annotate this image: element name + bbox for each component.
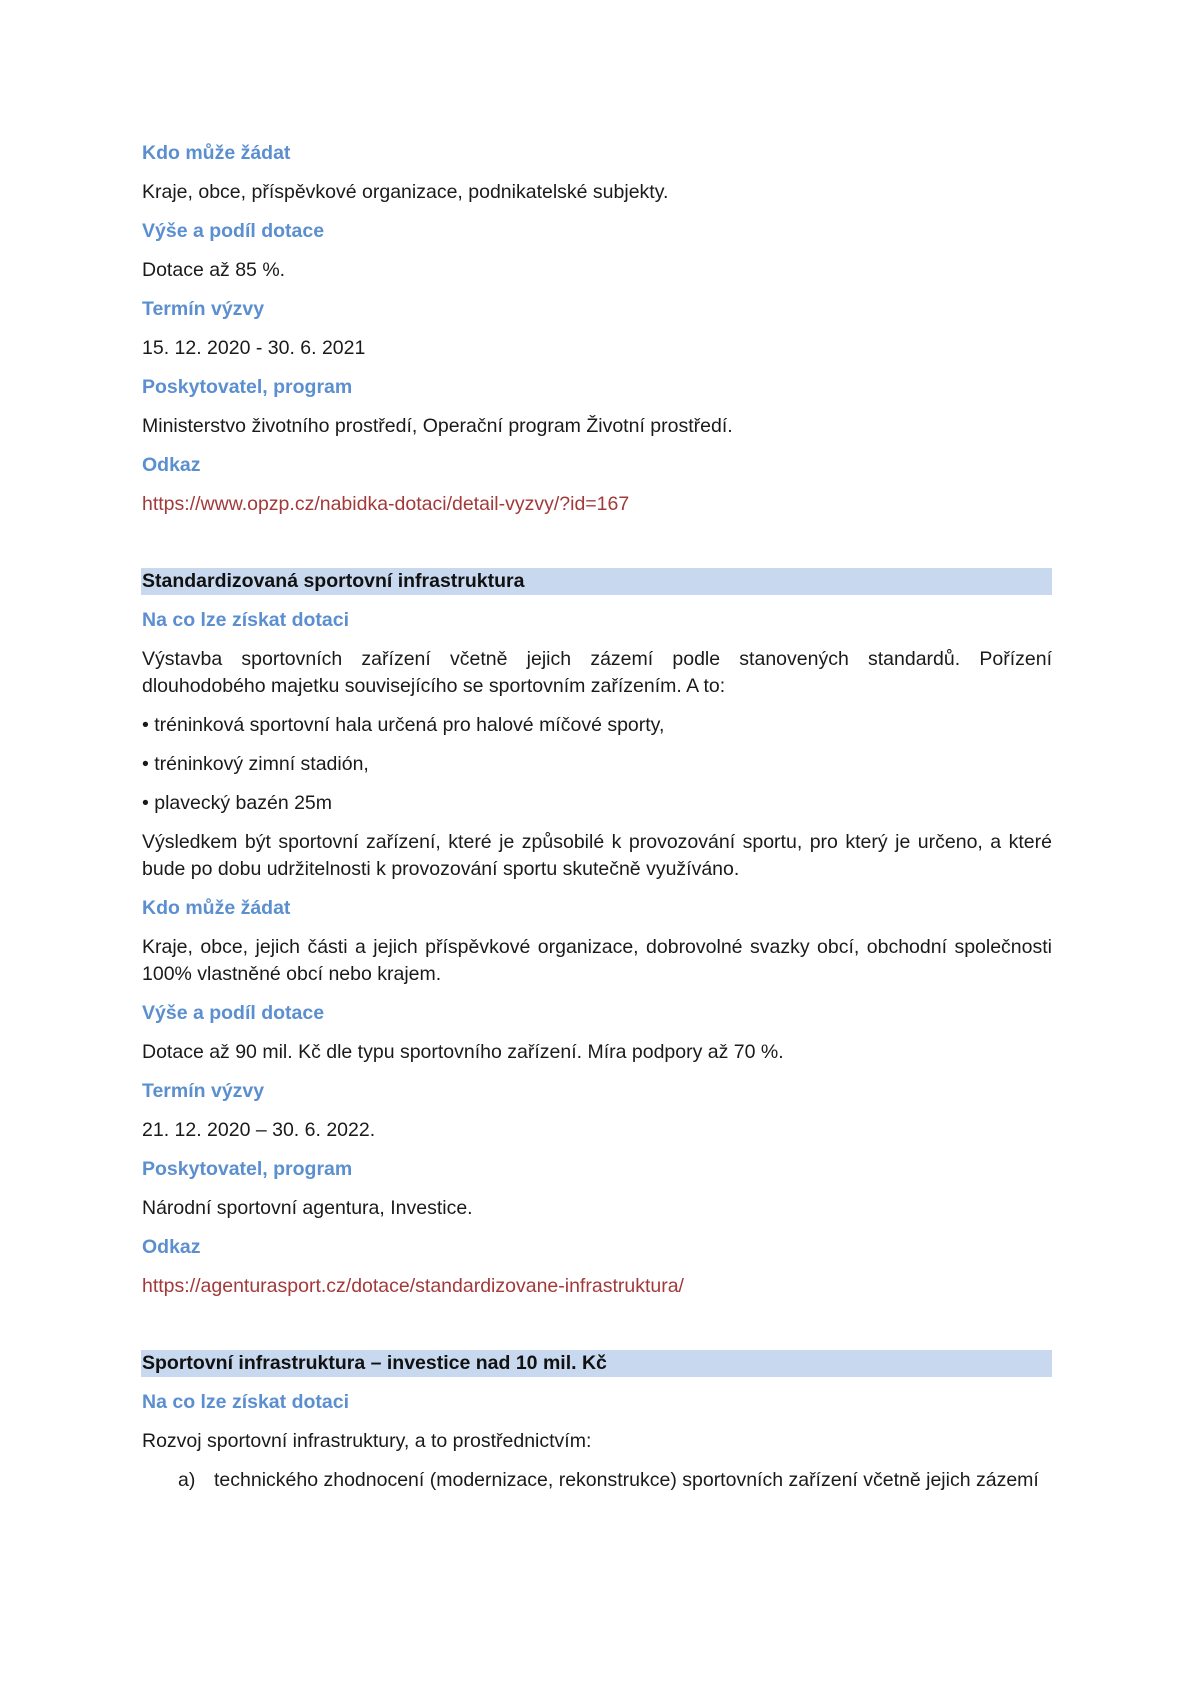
section-title-bar: Sportovní infrastruktura – investice nad 10 mil. Kč xyxy=(141,1350,1052,1377)
term-text: 21. 12. 2020 – 30. 6. 2022. xyxy=(142,1119,376,1141)
amount-text: Dotace až 85 %. xyxy=(142,259,286,281)
term-heading: Termín výzvy xyxy=(142,1080,265,1102)
provider-text: Národní sportovní agentura, Investice. xyxy=(142,1197,473,1219)
result-text: Výsledkem být sportovní zařízení, které je způsobilé k provozování sportu, pro který je určeno, a které bude po dobu udržitelnosti k provozování sportu skutečně využíváno. xyxy=(142,831,1052,880)
who-can-apply-text: Kraje, obce, příspěvkové organizace, podnikatelské subjekty. xyxy=(142,181,669,203)
amount-text: Dotace až 90 mil. Kč dle typu sportovního zařízení. Míra podpory až 70 %. xyxy=(142,1041,784,1063)
link-heading: Odkaz xyxy=(142,454,201,476)
bullet-item: • plavecký bazén 25m xyxy=(142,792,333,814)
provider-text: Ministerstvo životního prostředí, Operační program Životní prostředí. xyxy=(142,415,733,437)
lettered-list-item xyxy=(178,1467,1052,1494)
list-marker: a) xyxy=(178,1469,196,1491)
who-can-apply-heading: Kdo může žádat xyxy=(142,142,291,164)
list-item-text: technického zhodnocení (modernizace, rekonstrukce) sportovních zařízení včetně jejich zázemí xyxy=(214,1469,1039,1491)
bullet-item: • tréninková sportovní hala určená pro halové míčové sporty, xyxy=(142,714,665,736)
who-can-apply-heading: Kdo může žádat xyxy=(142,897,291,919)
section-gap xyxy=(142,1312,1052,1350)
provider-heading: Poskytovatel, program xyxy=(142,376,353,398)
link-url[interactable]: https://agenturasport.cz/dotace/standardizovane-infrastruktura/ xyxy=(142,1275,684,1297)
what-heading: Na co lze získat dotaci xyxy=(142,1391,349,1413)
link-heading: Odkaz xyxy=(142,1236,201,1258)
what-heading: Na co lze získat dotaci xyxy=(142,609,349,631)
provider-heading: Poskytovatel, program xyxy=(142,1158,353,1180)
amount-heading: Výše a podíl dotace xyxy=(142,1002,325,1024)
amount-heading: Výše a podíl dotace xyxy=(142,220,325,242)
term-text: 15. 12. 2020 - 30. 6. 2021 xyxy=(142,337,366,359)
section-gap xyxy=(142,530,1052,568)
document-content xyxy=(142,140,1052,1506)
link-url[interactable]: https://www.opzp.cz/nabidka-dotaci/detail-vyzvy/?id=167 xyxy=(142,493,630,515)
term-heading: Termín výzvy xyxy=(142,298,265,320)
what-text: Rozvoj sportovní infrastruktury, a to prostřednictvím: xyxy=(142,1430,592,1452)
section-title-bar: Standardizovaná sportovní infrastruktura xyxy=(141,568,1052,595)
bullet-item: • tréninkový zimní stadión, xyxy=(142,753,369,775)
who-can-apply-text: Kraje, obce, jejich části a jejich příspěvkové organizace, dobrovolné svazky obcí, obchodní společnosti 100% vlastněné obcí nebo krajem. xyxy=(142,936,1052,985)
what-text: Výstavba sportovních zařízení včetně jejich zázemí podle stanovených standardů. Pořízení dlouhodobého majetku souvisejícího se sportovním zařízením. A to: xyxy=(142,648,1052,697)
